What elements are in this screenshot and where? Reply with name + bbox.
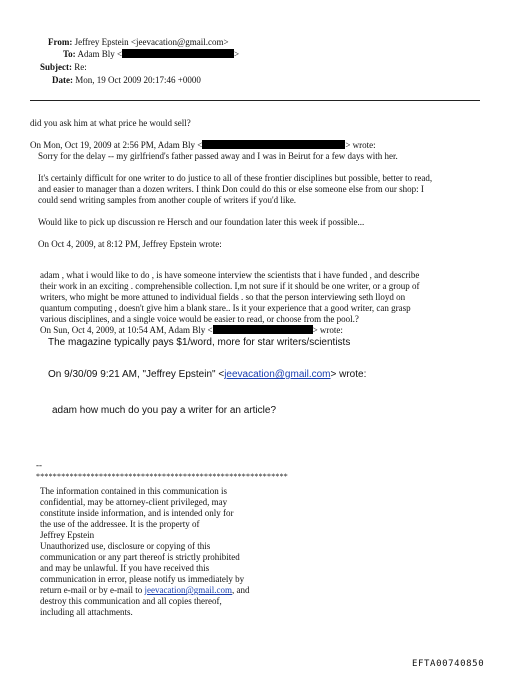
para3-line-2: their work in an exciting . comprehensible collection. I,m not sure if it should be one writer, or a group of: [40, 281, 420, 291]
redaction-bar: [122, 49, 234, 58]
para5-line: adam how much do you pay a writer for an article?: [52, 405, 276, 416]
para3-line-1: adam , what i would like to do , is have someone interview the scientists that i have funded , and describe: [40, 270, 420, 280]
disclaimer-line-10-end: , and: [231, 585, 250, 595]
para3-line-5: various disciplines, and a single voice would be easier to read, or choose from the pool.?: [40, 314, 359, 324]
disclaimer-line-11: destroy this communication and all copies thereof,: [40, 596, 222, 606]
quote-header-2: On Oct 4, 2009, at 8:12 PM, Jeffrey Epstein wrote:: [38, 239, 222, 249]
para1-line-1: It's certainly difficult for one writer to do justice to all of these frontier disciplines but possible, better to read,: [38, 173, 433, 183]
quote-header-4-text: On 9/30/09 9:21 AM, "Jeffrey Epstein" <: [48, 369, 225, 380]
disclaimer-email-link[interactable]: jeevacation@gmail.com: [144, 585, 232, 595]
quote-header-4-wrote: > wrote:: [330, 369, 367, 380]
disclaimer-line-5: Jeffrey Epstein: [40, 530, 95, 540]
quote-header-3: [40, 325, 343, 336]
disclaimer-line-1: The information contained in this communication is: [40, 486, 227, 496]
quote-header-3-wrote: > wrote:: [312, 325, 343, 335]
subject-label: Subject:: [40, 62, 72, 72]
disclaimer-line-4: the use of the addressee. It is the property of: [40, 519, 200, 529]
header-date: [52, 75, 201, 86]
para2-line: Would like to pick up discussion re Hersch and our foundation later this week if possible...: [38, 217, 365, 227]
para1-line-3: could send writing samples from another couple of writers if you'd like.: [38, 195, 297, 205]
disclaimer-line-2: confidential, may be attorney-client privileged, may: [40, 497, 228, 507]
date-value: Mon, 19 Oct 2009 20:17:46 +0000: [75, 75, 201, 85]
para4-line: The magazine typically pays $1/word, more for star writers/scientists: [48, 337, 351, 348]
from-value: Jeffrey Epstein <jeevacation@gmail.com>: [74, 37, 229, 47]
para1-line-2: and easier to manager than a dozen writers. I think Don could do this or else someone else from our shop: I: [38, 184, 424, 194]
redaction-bar: [213, 325, 313, 334]
para3-line-3: writers, who might be more attuned to individual fields . so that the person interviewing seth lloyd on: [40, 292, 406, 302]
to-label: To:: [63, 49, 76, 59]
body-line-sorry: Sorry for the delay -- my girlfriend's father passed away and I was in Beirut for a few days with her.: [38, 151, 398, 161]
quote-header-3-text: On Sun, Oct 4, 2009, at 10:54 AM, Adam Bly <: [40, 325, 213, 335]
quote-header-4: [48, 369, 366, 381]
redaction-bar: [202, 140, 345, 149]
disclaimer-line-8: and may be unlawful. If you have received this: [40, 563, 210, 573]
header-to: [63, 49, 239, 60]
document-id: EFTA00740850: [412, 659, 485, 669]
quote-header-1-text: On Mon, Oct 19, 2009 at 2:56 PM, Adam Bly <: [30, 140, 203, 150]
signature-dash: --: [36, 460, 42, 470]
body-line-1: did you ask him at what price he would sell?: [30, 118, 191, 128]
disclaimer-line-9: communication in error, please notify us immediately by: [40, 574, 245, 584]
header-subject: [40, 62, 87, 73]
quote-header-1-wrote: > wrote:: [345, 140, 376, 150]
disclaimer-line-3: constitute inside information, and is intended only for: [40, 508, 234, 518]
email-link[interactable]: jeevacation@gmail.com: [224, 369, 331, 380]
quote-header-1: [30, 140, 376, 151]
disclaimer-line-10: [40, 585, 249, 596]
to-value-pre: Adam Bly <: [77, 49, 123, 59]
header-divider: [30, 100, 480, 101]
from-label: From:: [48, 37, 73, 47]
disclaimer-line-6: Unauthorized use, disclosure or copying of this: [40, 541, 211, 551]
stars-separator: ************************************************************: [36, 472, 288, 481]
to-value-post: >: [234, 49, 240, 59]
disclaimer-line-7: communication or any part thereof is strictly prohibited: [40, 552, 240, 562]
disclaimer-line-10-text: return e-mail or by e-mail to: [40, 585, 145, 595]
subject-value: Re:: [74, 62, 87, 72]
header-from: [48, 37, 229, 48]
para3-line-4: quantum computing , doesn't give him a blank stare.. Is it your experience that a good writer, can grasp: [40, 303, 411, 313]
date-label: Date:: [52, 75, 73, 85]
disclaimer-line-12: including all attachments.: [40, 607, 133, 617]
